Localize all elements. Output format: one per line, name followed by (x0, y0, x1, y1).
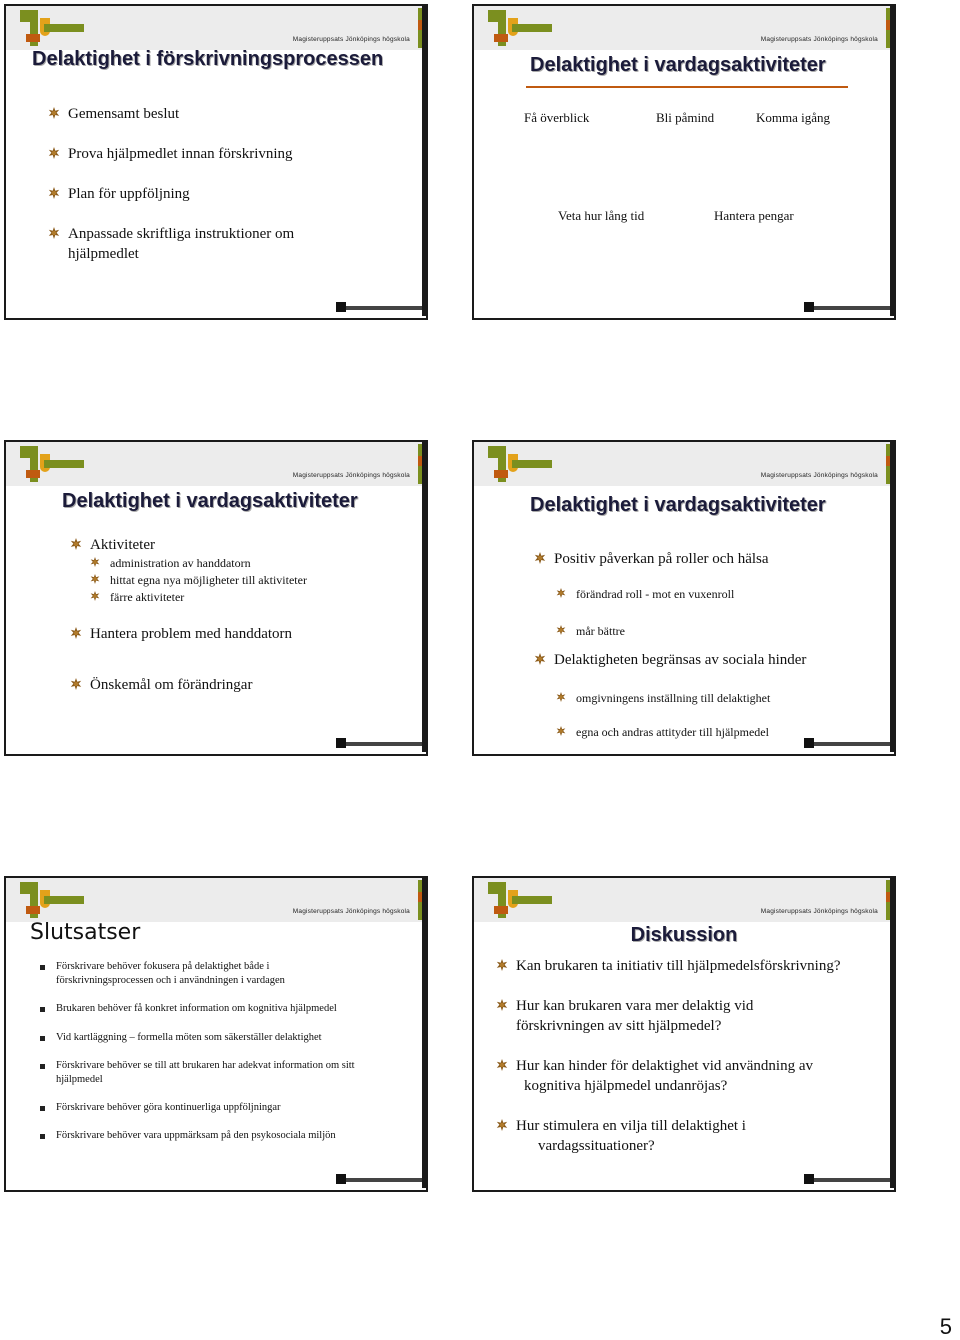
list-item: Brukaren behöver få konkret information om kognitiva hjälpmedel (40, 1002, 337, 1016)
bullet-item: Plan för uppföljning (48, 184, 190, 204)
footer-logo-icon (804, 1174, 894, 1184)
slide-title: Delaktighet i vardagsaktiviteter (530, 494, 826, 516)
school-label: Magisteruppsats Jönköpings högskola (760, 472, 878, 479)
header-decoration (886, 8, 892, 48)
burst-bullet-icon (556, 692, 566, 702)
burst-bullet-icon (90, 591, 100, 601)
burst-bullet-icon (70, 538, 82, 550)
slide-diskussion (472, 876, 896, 1192)
sub-bullet-item: mår bättre (556, 623, 625, 639)
bullet-item: Aktiviteter (70, 535, 155, 555)
list-item: Förskrivare behöver göra kontinuerliga uppföljningar (40, 1101, 281, 1115)
logo-icon (488, 446, 552, 484)
header-decoration (418, 8, 424, 48)
box-label: Komma igång (756, 110, 831, 125)
burst-bullet-icon (496, 999, 508, 1011)
square-bullet-icon (40, 965, 45, 970)
slide-slutsatser (4, 876, 428, 1192)
slide-vardagsaktiviteter-1 (472, 4, 896, 320)
header-decoration (886, 880, 892, 920)
logo-icon (20, 446, 84, 484)
square-bullet-icon (40, 1064, 45, 1069)
page-number: 5 (939, 1314, 952, 1339)
school-label: Magisteruppsats Jönköpings högskola (760, 908, 878, 915)
sub-bullet-item: färre aktiviteter (90, 589, 184, 605)
burst-bullet-icon (48, 227, 60, 239)
bullet-item: Gemensamt beslut (48, 104, 179, 124)
burst-bullet-icon (534, 653, 546, 665)
burst-bullet-icon (496, 1119, 508, 1131)
square-bullet-icon (40, 1007, 45, 1012)
bullet-item: Hur kan hinder för delaktighet vid användning av kognitiva hjälpmedel undanröjas? (496, 1056, 813, 1096)
box-label: Veta hur lång tid (558, 208, 645, 223)
square-bullet-icon (40, 1106, 45, 1111)
burst-bullet-icon (70, 678, 82, 690)
burst-bullet-icon (48, 187, 60, 199)
school-label: Magisteruppsats Jönköpings högskola (292, 36, 410, 43)
bullet-item: Prova hjälpmedlet innan förskrivning (48, 144, 293, 164)
school-label: Magisteruppsats Jönköpings högskola (760, 36, 878, 43)
list-item: Förskrivare behöver se till att brukaren har adekvat information om sitt hjälpmedel (40, 1059, 355, 1087)
bullet-item: Önskemål om förändringar (70, 675, 252, 695)
square-bullet-icon (40, 1134, 45, 1139)
footer-logo-icon (804, 738, 894, 748)
sub-bullet-item: förändrad roll - mot en vuxenroll (556, 586, 734, 602)
burst-bullet-icon (90, 557, 100, 567)
sub-bullet-item: administration av handdatorn (90, 555, 251, 571)
sub-bullet-item: egna och andras attityder till hjälpmedel (556, 724, 769, 740)
list-item: Förskrivare behöver vara uppmärksam på den psykosociala miljön (40, 1129, 336, 1143)
burst-bullet-icon (90, 574, 100, 584)
sub-bullet-item: omgivningens inställning till delaktighet (556, 690, 770, 706)
burst-bullet-icon (48, 147, 60, 159)
footer-logo-icon (336, 738, 426, 748)
header-decoration (418, 444, 424, 484)
box-label: Få överblick (524, 110, 590, 125)
burst-bullet-icon (496, 1059, 508, 1071)
bullet-item: Kan brukaren ta initiativ till hjälpmedelsförskrivning? (496, 956, 841, 976)
slide-title: Delaktighet i vardagsaktiviteter (530, 54, 826, 76)
slide-title: Delaktighet i vardagsaktiviteter (62, 490, 358, 512)
list-item: Förskrivare behöver fokusera på delaktighet både i förskrivningsprocessen och i användningen i vardagen (40, 960, 285, 988)
burst-bullet-icon (534, 552, 546, 564)
list-item: Vid kartläggning – formella möten som säkerställer delaktighet (40, 1031, 322, 1045)
header-decoration (418, 880, 424, 920)
burst-bullet-icon (556, 588, 566, 598)
bullet-item: Hantera problem med handdatorn (70, 624, 292, 644)
logo-icon (488, 882, 552, 920)
footer-logo-icon (336, 1174, 426, 1184)
bullet-item: Positiv påverkan på roller och hälsa (534, 549, 769, 569)
footer-logo-icon (804, 302, 894, 312)
school-label: Magisteruppsats Jönköpings högskola (292, 472, 410, 479)
logo-icon (20, 10, 84, 48)
logo-icon (20, 882, 84, 920)
school-label: Magisteruppsats Jönköpings högskola (292, 908, 410, 915)
burst-bullet-icon (496, 959, 508, 971)
header-decoration (886, 444, 892, 484)
slide-forskrivningsprocessen (4, 4, 428, 320)
burst-bullet-icon (70, 627, 82, 639)
box-label: Hantera pengar (714, 208, 794, 223)
title-underline (526, 86, 848, 88)
burst-bullet-icon (556, 726, 566, 736)
slide-title: Slutsatser (30, 920, 141, 945)
box-label: Bli påmind (656, 110, 715, 125)
burst-bullet-icon (556, 625, 566, 635)
bullet-item: Hur stimulera en vilja till delaktighet i vardagssituationer? (496, 1116, 746, 1156)
bullet-item: Hur kan brukaren vara mer delaktig vid förskrivningen av sitt hjälpmedel? (496, 996, 753, 1036)
slide-vardagsaktiviteter-3 (472, 440, 896, 756)
slide-title: Delaktighet i förskrivningsprocessen (32, 48, 384, 70)
bullet-item: Anpassade skriftliga instruktioner om hjälpmedlet (48, 224, 294, 264)
square-bullet-icon (40, 1036, 45, 1041)
slide-title: Diskussion (630, 924, 738, 946)
slide-vardagsaktiviteter-2 (4, 440, 428, 756)
footer-logo-icon (336, 302, 426, 312)
logo-icon (488, 10, 552, 48)
sub-bullet-item: hittat egna nya möjligheter till aktiviteter (90, 572, 307, 588)
bullet-item: Delaktigheten begränsas av sociala hinder (534, 650, 806, 670)
burst-bullet-icon (48, 107, 60, 119)
